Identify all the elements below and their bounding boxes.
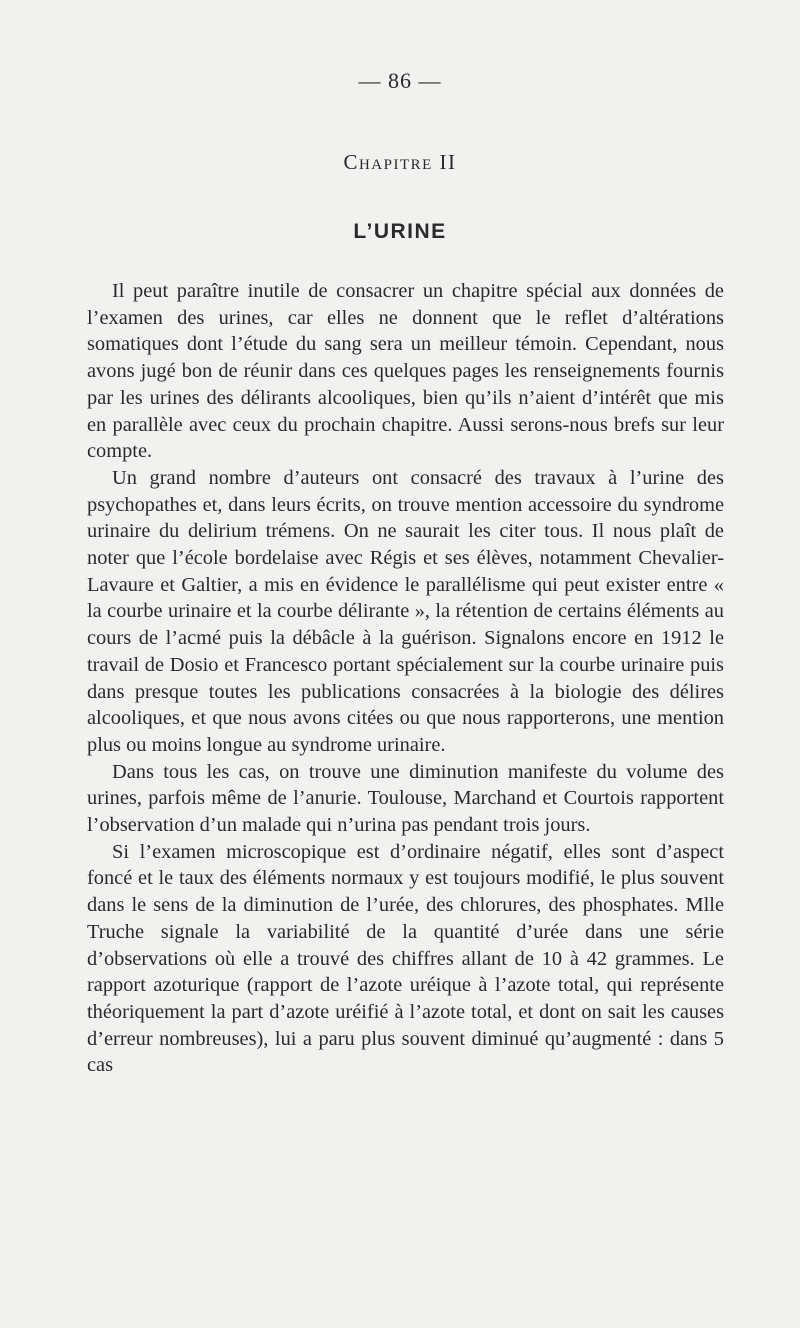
paragraph: Il peut paraître inutile de consacrer un chapitre spécial aux données de l’examen des urines, car elles ne donnent que le reflet d’altérations somatiques dont l’étude du sang sera un meilleur témoin. Cependant, nous avons jugé bon de réunir dans ces quelques pages les renseignements fournis par les urines des délirants alcooliques, bien qu’ils n’aient d’intérêt que mis en parallèle avec ceux du prochain chapitre. Aussi serons-nous brefs sur leur compte. — [87, 280, 724, 463]
paragraph: Si l’examen microscopique est d’ordinaire négatif, elles sont d’aspect foncé et le taux des éléments normaux y est toujours modifié, le plus souvent dans le sens de la diminution de l’urée, des chlorures, des phosphates. Mlle Truche signale la variabilité de la quantité d’urée dans une série d’observations où elle a trouvé des chiffres allant de 10 à 42 grammes. Le rapport azoturique (rapport de l’azote uréique à l’azote total, qui représente théoriquement la part d’azote uréifié à l’azote total, et dont on sait les causes d’erreur nombreuses), lui a paru plus souvent diminué qu’augmenté : dans 5 cas — [87, 840, 724, 1077]
paragraph: Un grand nombre d’auteurs ont consacré des travaux à l’urine des psychopathes et, dans leurs écrits, on trouve mention accessoire du syndrome urinaire du delirium trémens. On ne saurait les citer tous. Il nous plaît de noter que l’école bordelaise avec Régis et ses élèves, notamment Chevalier-Lavaure et Galtier, a mis en évidence le parallélisme qui peut exister entre « la courbe urinaire et la courbe délirante », la rétention de certains éléments au cours de l’acmé puis la débâcle à la guérison. Signalons encore en 1912 le travail de Dosio et Francesco portant spécialement sur la courbe urinaire puis dans presque toutes les publications consacrées à la biologie des délires alcooliques, et que nous avons citées ou que nous rapporterons, une mention plus ou moins longue au syndrome urinaire. — [87, 466, 724, 756]
chapter-title: L’URINE — [353, 220, 447, 243]
chapter-label: Chapitre II — [343, 150, 457, 174]
paragraph: Dans tous les cas, on trouve une diminution manifeste du volume des urines, parfois même de l’anurie. Toulouse, Marchand et Courtois rapportent l’observation d’un malade qui n’urina pas pendant trois jours. — [87, 760, 724, 837]
page-number: — 86 — — [358, 68, 442, 93]
body-text — [87, 278, 724, 1079]
